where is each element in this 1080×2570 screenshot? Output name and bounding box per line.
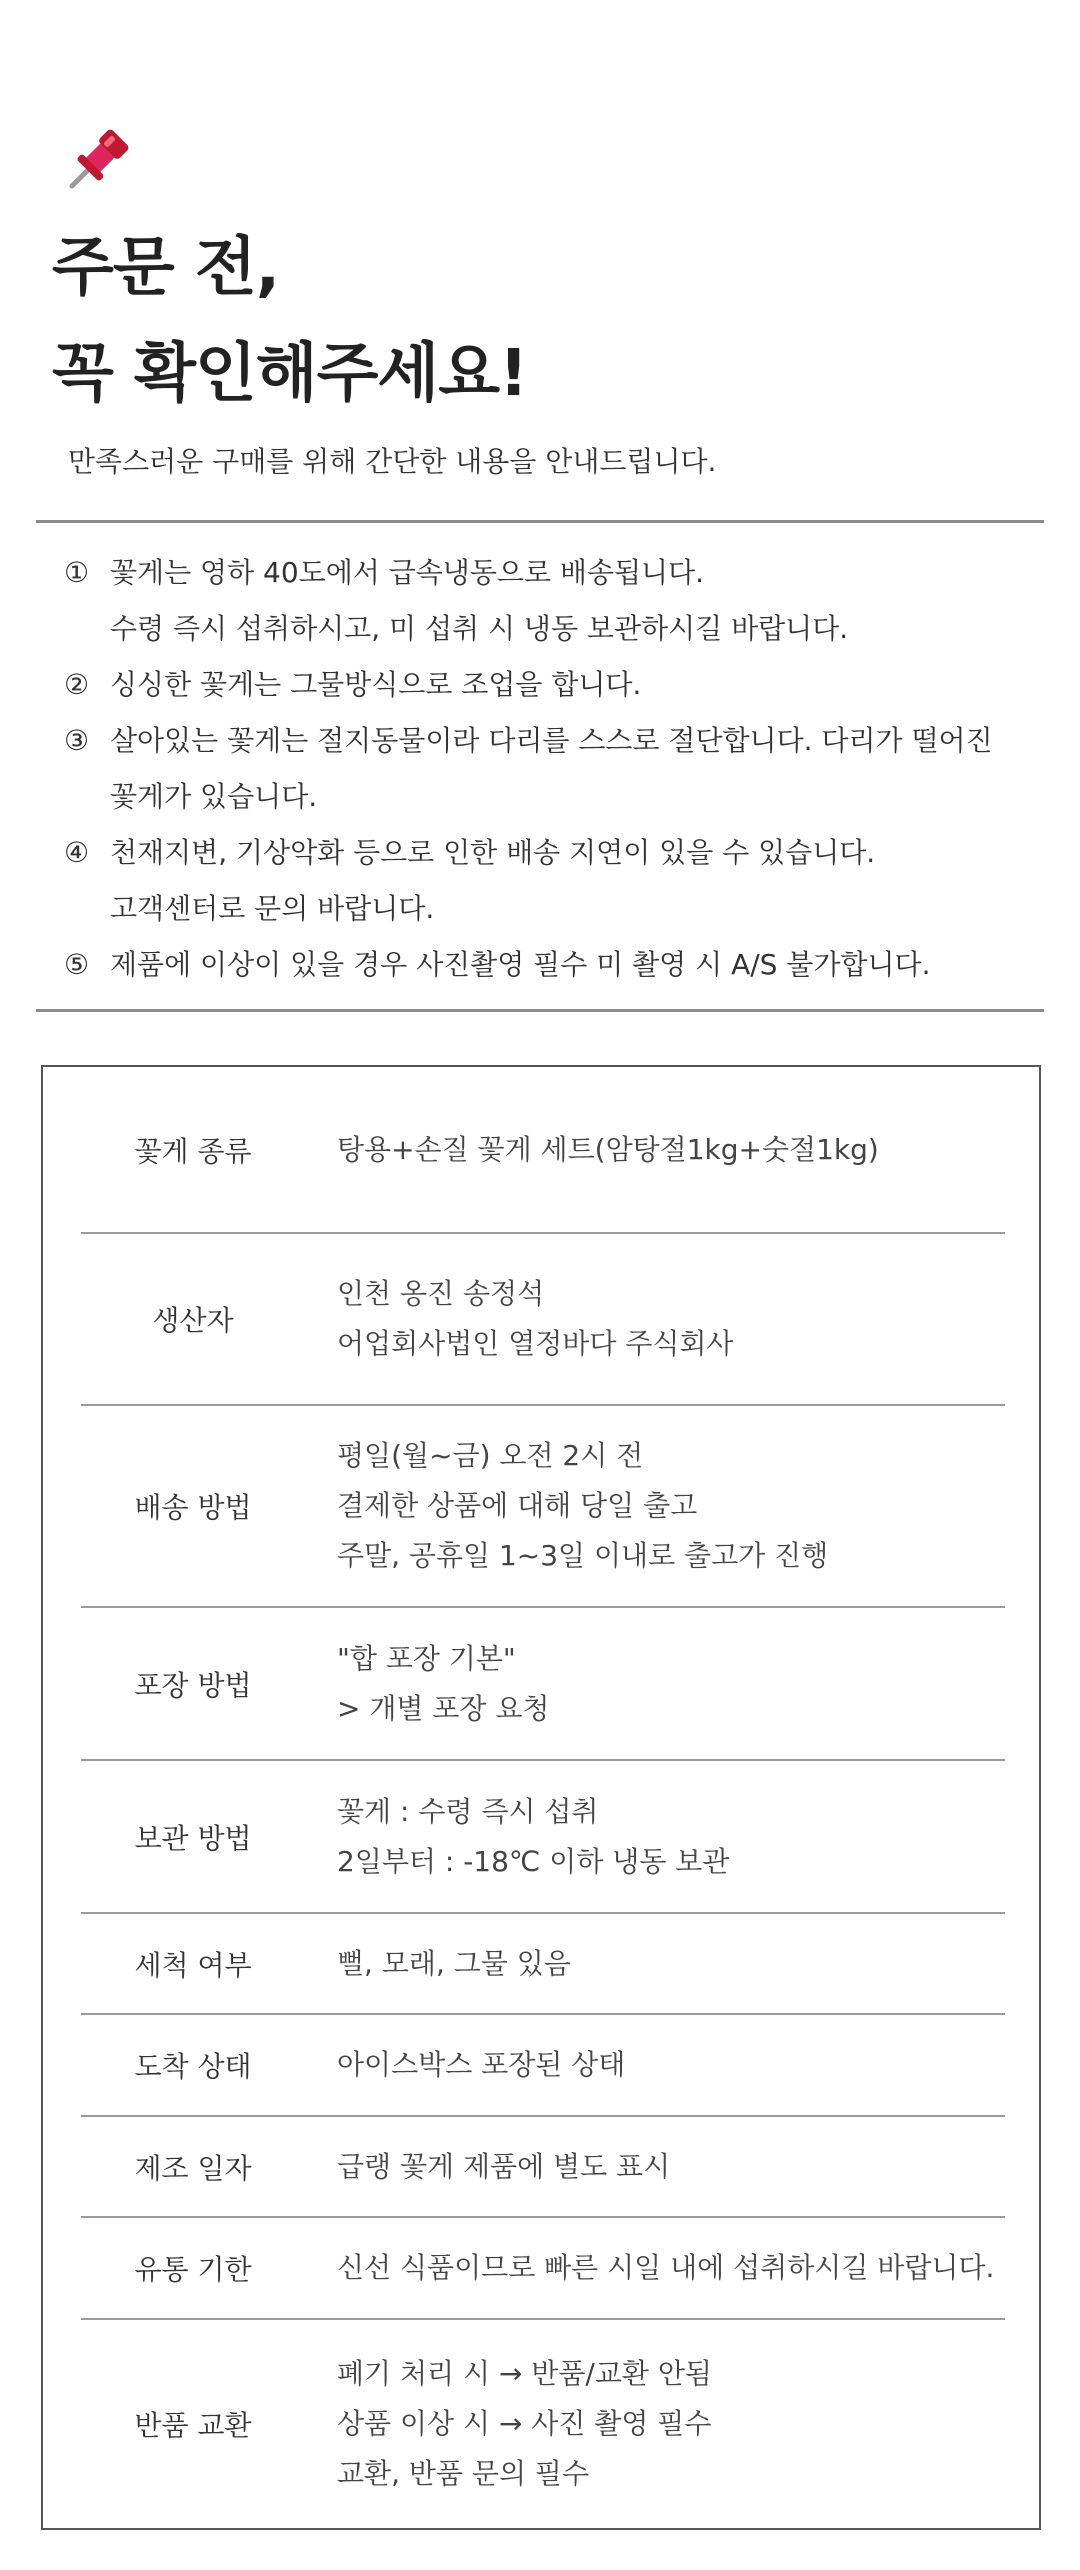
divider: [36, 1009, 1044, 1012]
divider: [36, 520, 1044, 523]
table-row: [81, 2218, 1005, 2320]
row-values: [337, 2142, 997, 2192]
row-values: [337, 1125, 997, 1175]
row-value: 신선 식품이므로 빠른 시일 내에 섭취하시길 바랍니다.: [337, 2251, 995, 2284]
row-value: > 개별 포장 요청: [337, 1691, 550, 1725]
product-info-table: [41, 1065, 1041, 2530]
row-value: 인천 옹진 송정석: [337, 1277, 545, 1310]
row-label: 유통 기한: [134, 2253, 252, 2286]
notice-text-continued: 고객센터로 문의 바랍니다.: [110, 892, 435, 925]
row-label: 제조 일자: [134, 2151, 252, 2185]
notice-list: [64, 545, 1044, 993]
table-row: [81, 1067, 1005, 1234]
row-value: 급랭 꽃게 제품에 별도 표시: [337, 2149, 671, 2183]
notice-number: ⑤: [64, 948, 90, 981]
notice-text-continued: 수령 즉시 섭취하시고, 미 섭취 시 냉동 보관하시길 바랍니다.: [110, 612, 849, 645]
subtitle: 만족스러운 구매를 위해 간단한 내용을 안내드립니다.: [68, 445, 717, 478]
row-value: 뻘, 모래, 그물 있음: [337, 1946, 571, 1980]
table-row: [81, 2320, 1005, 2528]
table-row: [81, 2015, 1005, 2117]
table-row: [81, 2117, 1005, 2218]
notice-text-continued: 꽃게가 있습니다.: [110, 780, 318, 813]
row-values: [337, 2243, 997, 2293]
notice-text: 싱싱한 꽃게는 그물방식으로 조업을 합니다.: [110, 668, 642, 701]
row-label: 반품 교환: [134, 2409, 252, 2442]
page-title: [52, 215, 527, 427]
row-value: 교환, 반품 문의 필수: [337, 2457, 589, 2490]
row-label: 꽃게 종류: [134, 1134, 252, 1168]
row-value: 주말, 공휴일 1~3일 이내로 출고가 진행: [337, 1539, 829, 1572]
notice-text: 제품에 이상이 있을 경우 사진촬영 필수 미 촬영 시 A/S 불가합니다.: [110, 948, 931, 981]
notice-text: 꽃게는 영하 40도에서 급속냉동으로 배송됩니다.: [110, 556, 705, 589]
table-row: [81, 1914, 1005, 2015]
row-label: 배송 방법: [134, 1491, 252, 1524]
notice-item: [64, 657, 1044, 713]
notice-number: ④: [64, 836, 90, 869]
row-values: [337, 1634, 997, 1734]
notice-text: 살아있는 꽃게는 절지동물이라 다리를 스스로 절단합니다. 다리가 떨어진: [110, 724, 993, 757]
row-values: [337, 1939, 997, 1989]
row-value: 어업회사법인 열정바다 주식회사: [337, 1327, 734, 1360]
table-row: [81, 1406, 1005, 1608]
row-value: 상품 이상 시 → 사진 촬영 필수: [337, 2407, 712, 2440]
notice-item: [64, 713, 1044, 769]
row-value: 결제한 상품에 대해 당일 출고: [337, 1489, 698, 1522]
row-value: 2일부터 : -18℃ 이하 냉동 보관: [337, 1844, 730, 1878]
table-row: [81, 1761, 1005, 1914]
table-row: [81, 1234, 1005, 1406]
row-value: 탕용+손질 꽃게 세트(암탕절1kg+숫절1kg): [337, 1132, 879, 1166]
row-values: [337, 2349, 997, 2499]
notice-item: [64, 545, 1044, 601]
row-value: "합 포장 기본": [337, 1641, 516, 1675]
notice-item: [64, 937, 1044, 993]
row-value: 꽃게 : 수령 즉시 섭취: [337, 1794, 599, 1828]
pushpin-icon: [60, 118, 140, 198]
notice-number: ②: [64, 668, 90, 701]
notice-number: ①: [64, 556, 90, 589]
row-label: 보관 방법: [134, 1821, 252, 1855]
title-line-1: 주문 전,: [52, 231, 280, 305]
notice-number: ③: [64, 724, 90, 757]
table-row: [81, 1608, 1005, 1761]
row-label: 세척 여부: [134, 1948, 252, 1982]
notice-item: [64, 825, 1044, 881]
row-label: 도착 상태: [134, 2050, 252, 2083]
row-value: 폐기 처리 시 → 반품/교환 안됨: [337, 2357, 712, 2390]
row-values: [337, 1431, 997, 1581]
row-value: 아이스박스 포장된 상태: [337, 2048, 626, 2081]
row-values: [337, 2040, 997, 2090]
title-line-2: 꼭 확인해주세요!: [52, 337, 528, 411]
row-value: 평일(월~금) 오전 2시 전: [337, 1439, 644, 1472]
row-label: 생산자: [152, 1304, 234, 1337]
notice-text: 천재지변, 기상악화 등으로 인한 배송 지연이 있을 수 있습니다.: [110, 836, 876, 869]
row-values: [337, 1787, 997, 1887]
row-label: 포장 방법: [134, 1668, 252, 1702]
row-values: [337, 1269, 997, 1369]
